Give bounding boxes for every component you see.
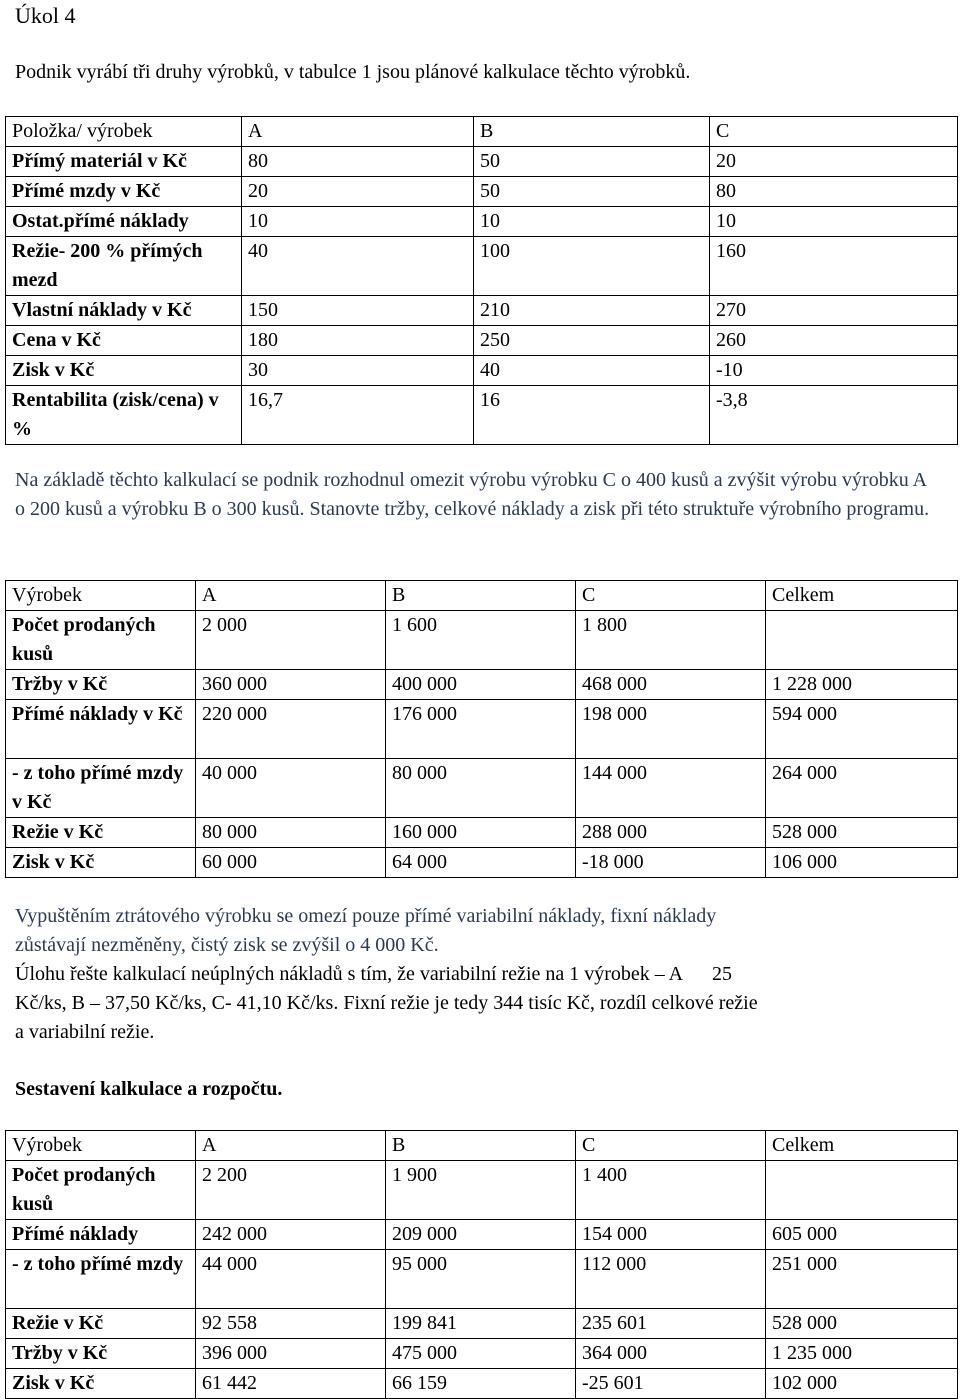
value-cell: 364 000	[576, 1339, 766, 1369]
value-cell: 80	[710, 177, 958, 207]
row-label-cell: Přímé mzdy v Kč	[6, 177, 242, 207]
value-cell: 209 000	[386, 1220, 576, 1250]
section-title: Sestavení kalkulace a rozpočtu.	[15, 1078, 283, 1100]
row-label-cell: - z toho přímé mzdy	[6, 1250, 196, 1309]
table-header-cell: A	[196, 1131, 386, 1161]
table-row	[6, 670, 958, 700]
table-header-cell: A	[242, 117, 474, 147]
value-cell: 66 159	[386, 1369, 576, 1399]
decision-paragraph: Na základě těchto kalkulací se podnik rozhodnul omezit výrobu výrobku C o 400 kusů a zvýšit výrobu výrobku A o 200 kusů a výrobku B o 300 kusů. Stanovte tržby, celkové náklady a zisk při této struktuře výrobního programu.	[15, 469, 930, 520]
value-cell: -3,8	[710, 386, 958, 445]
value-cell: 40	[242, 237, 474, 296]
value-cell: 1 600	[386, 611, 576, 670]
value-cell: 396 000	[196, 1339, 386, 1369]
value-cell: 64 000	[386, 848, 576, 878]
value-cell: 1 235 000	[766, 1339, 958, 1369]
row-label-cell: Režie v Kč	[6, 818, 196, 848]
table-header-cell: B	[386, 1131, 576, 1161]
table-row	[6, 147, 958, 177]
table-row	[6, 296, 958, 326]
value-cell: -25 601	[576, 1369, 766, 1399]
table-row	[6, 700, 958, 759]
value-cell: 154 000	[576, 1220, 766, 1250]
value-cell: 260	[710, 326, 958, 356]
value-cell: 1 228 000	[766, 670, 958, 700]
calculation-table	[5, 116, 958, 445]
table-row	[6, 848, 958, 878]
table-header-cell: Výrobek	[6, 581, 196, 611]
row-label-cell: Počet prodaných kusů	[6, 1161, 196, 1220]
table-header-cell: C	[710, 117, 958, 147]
value-cell: 160	[710, 237, 958, 296]
value-cell: 288 000	[576, 818, 766, 848]
row-label-cell: Zisk v Kč	[6, 1369, 196, 1399]
row-label-cell: Zisk v Kč	[6, 848, 196, 878]
value-cell: 92 558	[196, 1309, 386, 1339]
table-header-row	[6, 581, 958, 611]
value-cell	[766, 611, 958, 670]
table-row	[6, 818, 958, 848]
table-row	[6, 386, 958, 445]
value-cell: 150	[242, 296, 474, 326]
row-label-cell: Ostat.přímé náklady	[6, 207, 242, 237]
value-cell: 176 000	[386, 700, 576, 759]
table-row	[6, 1309, 958, 1339]
value-cell: 528 000	[766, 1309, 958, 1339]
intro-paragraph: Podnik vyrábí tři druhy výrobků, v tabulce 1 jsou plánové kalkulace těchto výrobků.	[15, 61, 691, 83]
value-cell: 20	[710, 147, 958, 177]
value-cell: 95 000	[386, 1250, 576, 1309]
value-cell: 594 000	[766, 700, 958, 759]
table-row	[6, 1369, 958, 1399]
table-header-cell: C	[576, 1131, 766, 1161]
row-label-cell: Režie- 200 % přímých mezd	[6, 237, 242, 296]
value-cell: 10	[474, 207, 710, 237]
value-cell: 2 000	[196, 611, 386, 670]
value-cell: 30	[242, 356, 474, 386]
value-cell: 2 200	[196, 1161, 386, 1220]
value-cell: 468 000	[576, 670, 766, 700]
value-cell: 60 000	[196, 848, 386, 878]
value-cell: 475 000	[386, 1339, 576, 1369]
row-label-cell: Režie v Kč	[6, 1309, 196, 1339]
row-label-cell: - z toho přímé mzdy v Kč	[6, 759, 196, 818]
value-cell: 80 000	[196, 818, 386, 848]
value-cell: 251 000	[766, 1250, 958, 1309]
row-label-cell: Přímé náklady v Kč	[6, 700, 196, 759]
value-cell: 605 000	[766, 1220, 958, 1250]
value-cell: 199 841	[386, 1309, 576, 1339]
value-cell: 61 442	[196, 1369, 386, 1399]
value-cell: 1 400	[576, 1161, 766, 1220]
table-header-cell: Položka/ výrobek	[6, 117, 242, 147]
value-cell: 528 000	[766, 818, 958, 848]
explanation-line-1: Vypuštěním ztrátového výrobku se omezí pouze přímé variabilní náklady, fixní náklady	[15, 905, 717, 927]
row-label-cell: Tržby v Kč	[6, 1339, 196, 1369]
table-row	[6, 1161, 958, 1220]
table-header-row	[6, 1131, 958, 1161]
value-cell: 180	[242, 326, 474, 356]
value-cell: 50	[474, 147, 710, 177]
value-cell: 102 000	[766, 1369, 958, 1399]
table-row	[6, 237, 958, 296]
value-cell: 1 800	[576, 611, 766, 670]
value-cell: 100	[474, 237, 710, 296]
value-cell	[766, 1161, 958, 1220]
value-cell: -10	[710, 356, 958, 386]
table-header-cell: B	[386, 581, 576, 611]
row-label-cell: Cena v Kč	[6, 326, 242, 356]
value-cell: 198 000	[576, 700, 766, 759]
value-cell: 80 000	[386, 759, 576, 818]
value-cell: 80	[242, 147, 474, 177]
value-cell: 106 000	[766, 848, 958, 878]
value-cell: 235 601	[576, 1309, 766, 1339]
row-label-cell: Počet prodaných kusů	[6, 611, 196, 670]
production-table	[5, 580, 958, 878]
table-row	[6, 207, 958, 237]
value-cell: 40 000	[196, 759, 386, 818]
budget-table	[5, 1130, 958, 1399]
value-cell: -18 000	[576, 848, 766, 878]
table-header-row	[6, 117, 958, 147]
value-cell: 44 000	[196, 1250, 386, 1309]
value-cell: 250	[474, 326, 710, 356]
value-cell: 210	[474, 296, 710, 326]
value-cell: 40	[474, 356, 710, 386]
value-cell: 270	[710, 296, 958, 326]
table-row	[6, 611, 958, 670]
table-row	[6, 177, 958, 207]
row-label-cell: Přímé náklady	[6, 1220, 196, 1250]
value-cell: 16	[474, 386, 710, 445]
value-cell: 400 000	[386, 670, 576, 700]
value-cell: 20	[242, 177, 474, 207]
value-cell: 16,7	[242, 386, 474, 445]
explanation-line-5: a variabilní režie.	[15, 1021, 155, 1043]
value-cell: 160 000	[386, 818, 576, 848]
value-cell: 10	[710, 207, 958, 237]
value-cell: 264 000	[766, 759, 958, 818]
row-label-cell: Rentabilita (zisk/cena) v %	[6, 386, 242, 445]
value-cell: 360 000	[196, 670, 386, 700]
value-cell: 50	[474, 177, 710, 207]
row-label-cell: Tržby v Kč	[6, 670, 196, 700]
table-header-cell: Celkem	[766, 581, 958, 611]
value-cell: 112 000	[576, 1250, 766, 1309]
value-cell: 220 000	[196, 700, 386, 759]
explanation-line-4: Kč/ks, B – 37,50 Kč/ks, C- 41,10 Kč/ks. Fixní režie je tedy 344 tisíc Kč, rozdíl celkové režie	[15, 992, 758, 1014]
row-label-cell: Přímý materiál v Kč	[6, 147, 242, 177]
value-cell: 10	[242, 207, 474, 237]
explanation-line-3: Úlohu řešte kalkulací neúplných nákladů s tím, že variabilní režie na 1 výrobek – A 25	[15, 963, 733, 985]
explanation-line-2: zůstávají nezměněny, čistý zisk se zvýšil o 4 000 Kč.	[15, 934, 439, 956]
value-cell: 242 000	[196, 1220, 386, 1250]
table-header-cell: B	[474, 117, 710, 147]
value-cell: 144 000	[576, 759, 766, 818]
row-label-cell: Vlastní náklady v Kč	[6, 296, 242, 326]
table-row	[6, 1339, 958, 1369]
table-header-cell: Celkem	[766, 1131, 958, 1161]
row-label-cell: Zisk v Kč	[6, 356, 242, 386]
table-row	[6, 1250, 958, 1309]
table-row	[6, 1220, 958, 1250]
table-header-cell: A	[196, 581, 386, 611]
table-header-cell: C	[576, 581, 766, 611]
task-heading: Úkol 4	[15, 3, 76, 28]
table-header-cell: Výrobek	[6, 1131, 196, 1161]
value-cell: 1 900	[386, 1161, 576, 1220]
table-row	[6, 759, 958, 818]
table-row	[6, 326, 958, 356]
table-row	[6, 356, 958, 386]
